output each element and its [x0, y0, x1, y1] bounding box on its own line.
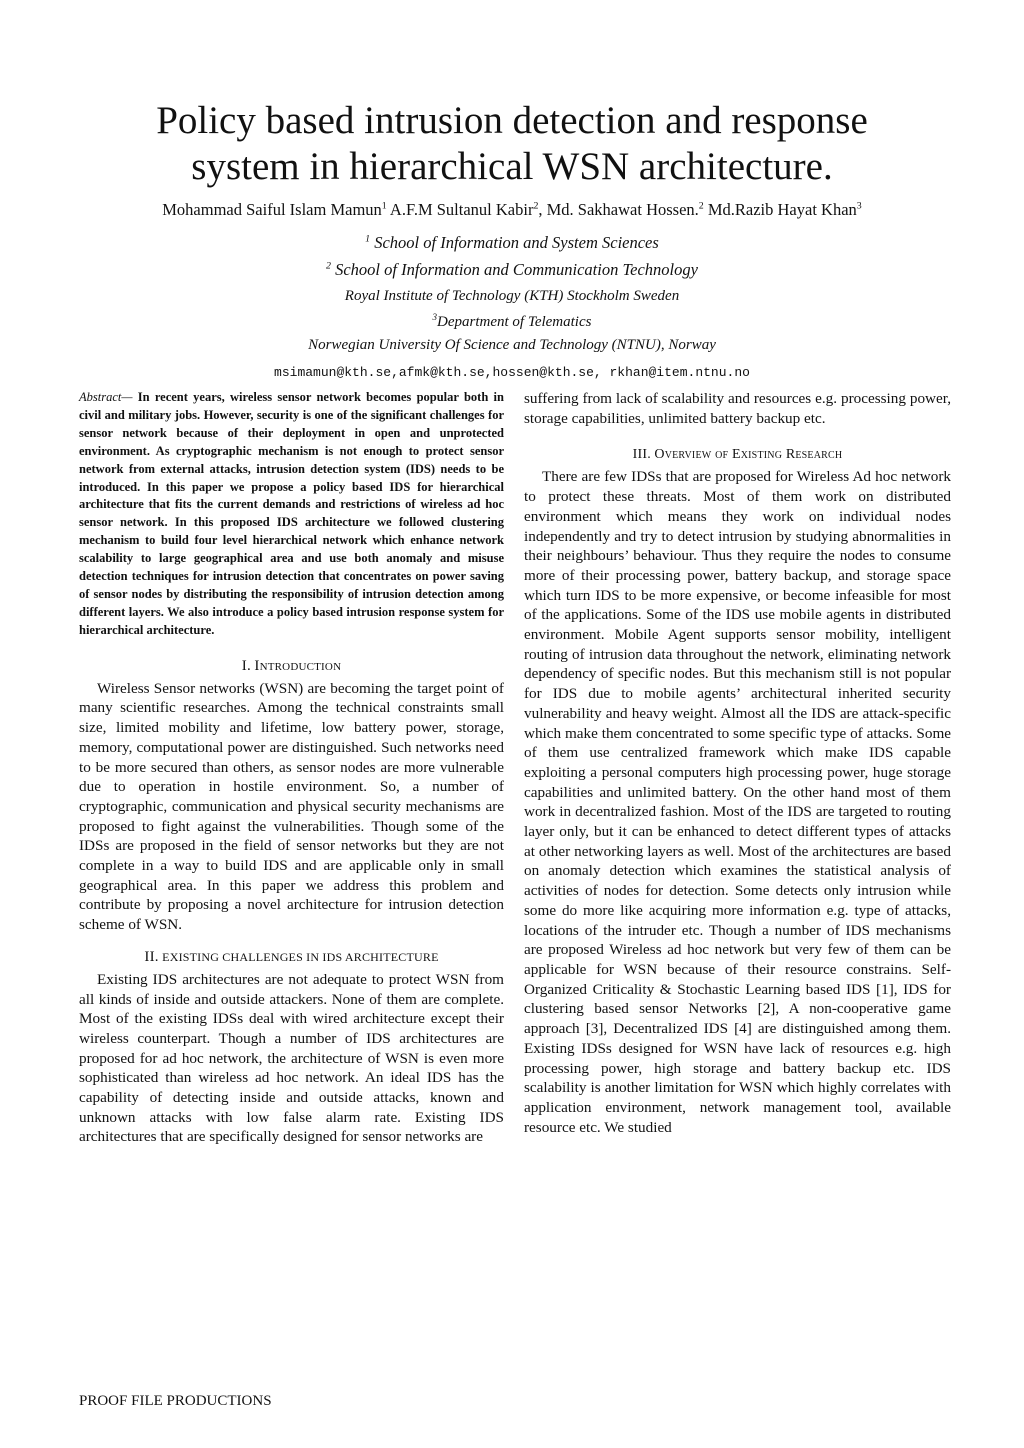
section-2-text: Existing IDS architectures are not adequate to protect WSN from all kinds of inside and outside attackers. None of them are complete. Most of the existing IDSs deal with wired architecture except their wireless counterpart. Though a number of IDS architectures are proposed for ad hoc network, the architecture of WSN is even more sophisticated than wireless ad hoc network. An ideal IDS has the capability of detecting inside and outside attacks, known and unknown attacks with low false alarm rate. Existing IDS architectures that are specifically designed for sensor networks are — [79, 970, 504, 1146]
section-1-title: Introduction — [254, 657, 342, 674]
section-3-heading — [524, 446, 951, 463]
author-list — [40, 200, 984, 220]
section-2-number: II. — [144, 948, 159, 965]
affiliation-1-text: School of Information and System Sciences — [370, 233, 659, 252]
affiliation-2 — [100, 260, 924, 280]
author-1: Mohammad Saiful Islam Mamun — [162, 200, 382, 219]
author-2-sup: 2 — [533, 200, 539, 212]
section-2-continued: suffering from lack of scalability and resources e.g. processing power, storage capabilities, unlimited battery backup etc. — [524, 390, 951, 427]
right-column — [524, 389, 951, 1137]
affiliation-5: Norwegian University Of Science and Technology (NTNU), Norway — [308, 337, 716, 353]
affiliation-1 — [100, 233, 924, 253]
affiliation-3: Royal Institute of Technology (KTH) Stockholm Sweden — [344, 288, 680, 304]
title-line-1: Policy based intrusion detection and response — [156, 99, 868, 142]
section-1-heading — [79, 658, 504, 675]
title-line-2: system in hierarchical WSN architecture. — [191, 145, 833, 188]
section-1-text: Wireless Sensor networks (WSN) are becoming the target point of many scientific researches. Among the technical constraints small size, limited mobility and lifetime, low battery power, storage, memory, computational power are distinguished. Such networks need to be more secured than others, as sensor nodes are more vulnerable due to operation in hostile environment. So, a number of cryptographic, communication and physical security mechanisms are proposed to fight against the vulnerabilities. Though some of the IDSs are proposed in the field of sensor networks but they are not complete in a way to build IDS and are applicable only in small geographical area. In this paper we address this problem and contribute by proposing a novel architecture for intrusion detection scheme of WSN. — [79, 679, 504, 934]
abstract — [79, 389, 504, 640]
footer-label: PROOF FILE PRODUCTIONS — [79, 1393, 272, 1409]
author-3: , Md. Sakhawat Hossen. — [538, 200, 699, 219]
left-column — [79, 389, 504, 1147]
section-3-title: Overview of Existing Research — [654, 447, 843, 463]
author-2: A.F.M Sultanul Kabir — [386, 200, 534, 219]
paper-title — [60, 98, 964, 190]
author-emails: msimamun@kth.se,afmk@kth.se,hossen@kth.se, rkhan@item.ntnu.no — [274, 365, 750, 380]
abstract-text: In recent years, wireless sensor network becomes popular both in civil and military jobs. However, security is one of the significant challenges for sensor network because of their deployment in open and unprotected environment. As cryptographic mechanism is not enough to protect sensor network from external attacks, intrusion detection system (IDS) needs to be introduced. In this paper we propose a policy based IDS for hierarchical architecture that fits the current demands and restrictions of wireless ad hoc sensor network. In this proposed IDS architecture we followed clustering mechanism to build four level hierarchical network which enhance network scalability to large geographical area and use both anomaly and misuse detection techniques for intrusion detection that concentrates on power saving of sensor nodes by distributing the responsibility of intrusion detection among different layers. We also introduce a policy based intrusion response system for hierarchical architecture. — [79, 390, 504, 637]
section-1-number: I. — [241, 657, 251, 674]
abstract-lead: Abstract— — [79, 390, 133, 404]
section-2-heading — [79, 949, 504, 966]
section-3-number: III. — [632, 447, 651, 463]
affiliation-2-sup: 2 — [326, 260, 331, 272]
affiliation-1-sup: 1 — [365, 233, 371, 245]
affiliation-4 — [100, 312, 924, 331]
section-3-text: There are few IDSs that are proposed for Wireless Ad hoc network to protect these threats. Most of them work on distributed environment which means they work on individual nodes independently and try to detect intrusion by studying abnormalities in their neighbours’ behaviour. Thus they require the nodes to consume more of their processing power, battery backup, and storage space which turn IDS to be more expensive, or become infeasible for most of the applications. Some of the IDS use mobile agents in distributed environment. Mobile Agent supports sensor mobility, intelligent routing of intrusion data throughout the network, eliminating network dependency of specific nodes. But this mechanism still is not popular for IDS due to mobile agents’ architectural inherited security vulnerability and heavy weight. Almost all the IDS are attack-specific which make them concentrated to some specific type of attacks. Some of them use centralized framework which make IDS capable exploiting a personal computers high processing power, huge storage capabilities and unlimited battery. On the other hand most of them work in decentralized fashion. Most of the IDS are targeted to routing layer only, but it can be enhanced to detect different types of attacks at other networking layers as well. Most of the architectures are based on anomaly detection which examines the statistical analysis of activities of nodes for detection. Some detects only intrusion while some do more like acquiring more information e.g. type of attacks, locations of the intruder etc. Though a number of IDS mechanisms are proposed Wireless ad hoc network but very few of them can be applicable for WSN because of their resource constrains. Self-Organized Criticality & Stochastic Learning based IDS [1], IDS for clustering based sensor Networks [2], A non-cooperative game approach [3], Decentralized IDS [4] are distinguished among them. Existing IDSs designed for WSN have lack of resources e.g. high processing power, high storage and battery backup etc. IDS scalability is another limitation for WSN which highly correlates with application environment, network management tool, available resource etc. We studied — [524, 468, 951, 1136]
section-2-title: EXISTING CHALLENGES IN IDS ARCHITECTURE — [162, 949, 439, 964]
author-3-sup: 2 — [698, 200, 704, 212]
affiliation-4-sup: 3 — [432, 312, 438, 322]
author-1-sup: 1 — [381, 200, 387, 212]
author-4-sup: 3 — [856, 200, 862, 212]
author-4: Md.Razib Hayat Khan — [703, 200, 857, 219]
affiliation-2-text: School of Information and Communication Technology — [330, 260, 698, 279]
affiliation-4-text: Department of Telematics — [437, 314, 592, 330]
